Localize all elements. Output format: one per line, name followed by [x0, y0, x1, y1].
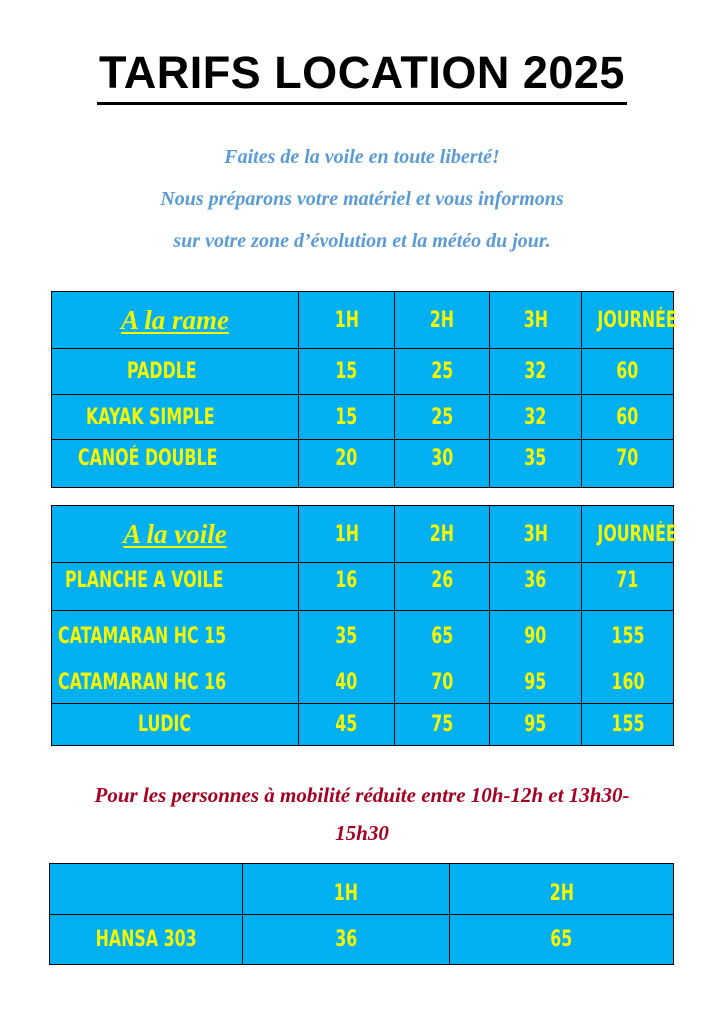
price-cell: 25 — [395, 349, 490, 395]
pmr-notice-line-2: 15h30 — [335, 821, 389, 845]
price-cell: 65 — [395, 611, 490, 662]
price-cell: 70 — [582, 440, 674, 488]
header-1h: 1H — [299, 506, 395, 563]
intro-line-3: sur votre zone d’évolution et la météo du jour. — [173, 230, 551, 252]
row-name: KAYAK SIMPLE — [52, 395, 299, 440]
price-cell: 95 — [490, 704, 582, 746]
header-3h: 3H — [490, 292, 582, 349]
table-header-row — [52, 292, 674, 349]
price-cell: 15 — [299, 395, 395, 440]
header-journee: JOURNÉE — [582, 292, 674, 349]
table-row — [50, 915, 674, 965]
price-cell: 32 — [490, 395, 582, 440]
header-2h: 2H — [450, 864, 674, 915]
intro-line-1: Faites de la voile en toute liberté! — [224, 146, 500, 168]
row-name: CANOÉ DOUBLE — [52, 440, 299, 488]
price-cell: 36 — [243, 915, 450, 965]
price-cell: 71 — [582, 563, 674, 611]
price-cell: 20 — [299, 440, 395, 488]
category-label: A la rame — [52, 292, 299, 349]
price-cell: 16 — [299, 563, 395, 611]
header-2h: 2H — [395, 292, 490, 349]
pmr-notice-line-1: Pour les personnes à mobilité réduite entre 10h-12h et 13h30- — [94, 783, 630, 807]
price-cell: 60 — [582, 395, 674, 440]
price-cell: 90 — [490, 611, 582, 662]
price-cell: 95 — [490, 662, 582, 704]
row-name: PADDLE — [52, 349, 299, 395]
price-cell: 75 — [395, 704, 490, 746]
row-name: LUDIC — [52, 704, 299, 746]
table-header-row — [50, 864, 674, 915]
table-row — [52, 395, 674, 440]
price-cell: 65 — [450, 915, 674, 965]
pmr-price-table — [49, 863, 674, 965]
price-cell: 35 — [490, 440, 582, 488]
voile-price-table — [51, 505, 677, 746]
row-name: PLANCHE A VOILE — [52, 563, 299, 611]
price-cell: 30 — [395, 440, 490, 488]
price-cell: 26 — [395, 563, 490, 611]
intro-line-2: Nous préparons votre matériel et vous informons — [160, 188, 564, 210]
price-cell: 70 — [395, 662, 490, 704]
title-text: TARIFS LOCATION 2025 — [97, 44, 627, 105]
price-cell: 45 — [299, 704, 395, 746]
price-cell: 160 — [582, 662, 674, 704]
pmr-notice — [20, 776, 704, 852]
price-cell: 155 — [582, 704, 674, 746]
table-row — [52, 611, 674, 662]
row-name: CATAMARAN HC 15 — [52, 611, 299, 662]
price-cell: 36 — [490, 563, 582, 611]
table-row — [52, 349, 674, 395]
price-cell: 35 — [299, 611, 395, 662]
table-row — [52, 440, 674, 488]
table-row — [52, 704, 674, 746]
price-cell: 25 — [395, 395, 490, 440]
rame-price-table — [51, 291, 677, 488]
header-journee: JOURNÉE — [582, 506, 674, 563]
row-name: HANSA 303 — [50, 915, 243, 965]
price-cell: 60 — [582, 349, 674, 395]
row-name: CATAMARAN HC 16 — [52, 662, 299, 704]
table-row — [52, 563, 674, 611]
header-2h: 2H — [395, 506, 490, 563]
price-cell: 15 — [299, 349, 395, 395]
empty-header-cell — [50, 864, 243, 915]
table-header-row — [52, 506, 674, 563]
category-label: A la voile — [52, 506, 299, 563]
table-row — [52, 662, 674, 704]
price-cell: 40 — [299, 662, 395, 704]
header-1h: 1H — [243, 864, 450, 915]
page-title — [0, 44, 724, 105]
header-3h: 3H — [490, 506, 582, 563]
price-cell: 32 — [490, 349, 582, 395]
header-1h: 1H — [299, 292, 395, 349]
price-cell: 155 — [582, 611, 674, 662]
